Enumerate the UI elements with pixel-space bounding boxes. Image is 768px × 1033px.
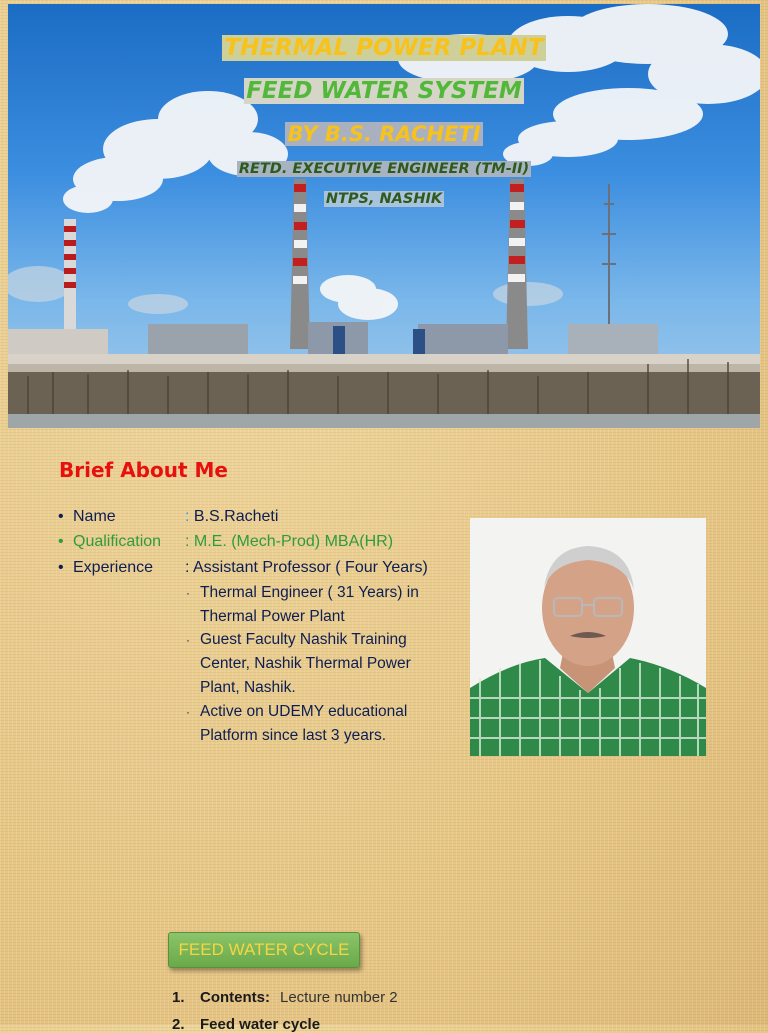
title-banner	[8, 4, 760, 428]
experience-item-text: Thermal Engineer ( 31 Years) in Thermal Power Plant	[200, 584, 419, 625]
banner-organization: NTPS, NASHIK	[325, 191, 443, 207]
person-portrait	[470, 518, 706, 756]
banner-designation: RETD. EXECUTIVE ENGINEER (TM-II)	[238, 161, 530, 177]
experience-item-text: Guest Faculty Nashik Training Center, Nashik Thermal Power Plant, Nashik.	[200, 631, 411, 696]
banner-author: BY B.S. RACHETI	[287, 122, 481, 146]
name-value: : B.S.Racheti	[185, 508, 279, 525]
bullet: •	[58, 508, 64, 525]
sub-bullet: ·	[186, 633, 190, 647]
sub-bullet: ·	[186, 586, 190, 600]
feed-water-cycle-button[interactable]: FEED WATER CYCLE	[168, 932, 360, 968]
item-number: 1.	[172, 989, 185, 1006]
experience-item	[186, 700, 448, 748]
experience-item	[186, 581, 448, 629]
item-value: Lecture number 2	[280, 989, 398, 1006]
item-key: Contents:	[200, 989, 270, 1006]
profile-photo	[470, 518, 706, 756]
bullet: •	[58, 559, 64, 576]
bullet: •	[58, 533, 64, 550]
experience-value: : Assistant Professor ( Four Years)	[185, 559, 428, 576]
qualification-label: Qualification	[73, 533, 162, 550]
name-label: Name	[73, 508, 116, 525]
experience-label: Experience	[73, 559, 154, 576]
power-plant-image	[8, 4, 760, 428]
experience-item-text: Active on UDEMY educational Platform since last 3 years.	[200, 703, 408, 744]
item-number: 2.	[172, 1016, 185, 1033]
banner-title: THERMAL POWER PLANT	[224, 35, 544, 61]
banner-subtitle: FEED WATER SYSTEM	[246, 78, 522, 104]
section-heading: Brief About Me	[59, 458, 228, 482]
sub-bullet: ·	[186, 705, 190, 719]
experience-item	[186, 628, 448, 700]
item-key: Feed water cycle	[200, 1016, 321, 1033]
qualification-value: : M.E. (Mech-Prod) MBA(HR)	[185, 533, 394, 550]
